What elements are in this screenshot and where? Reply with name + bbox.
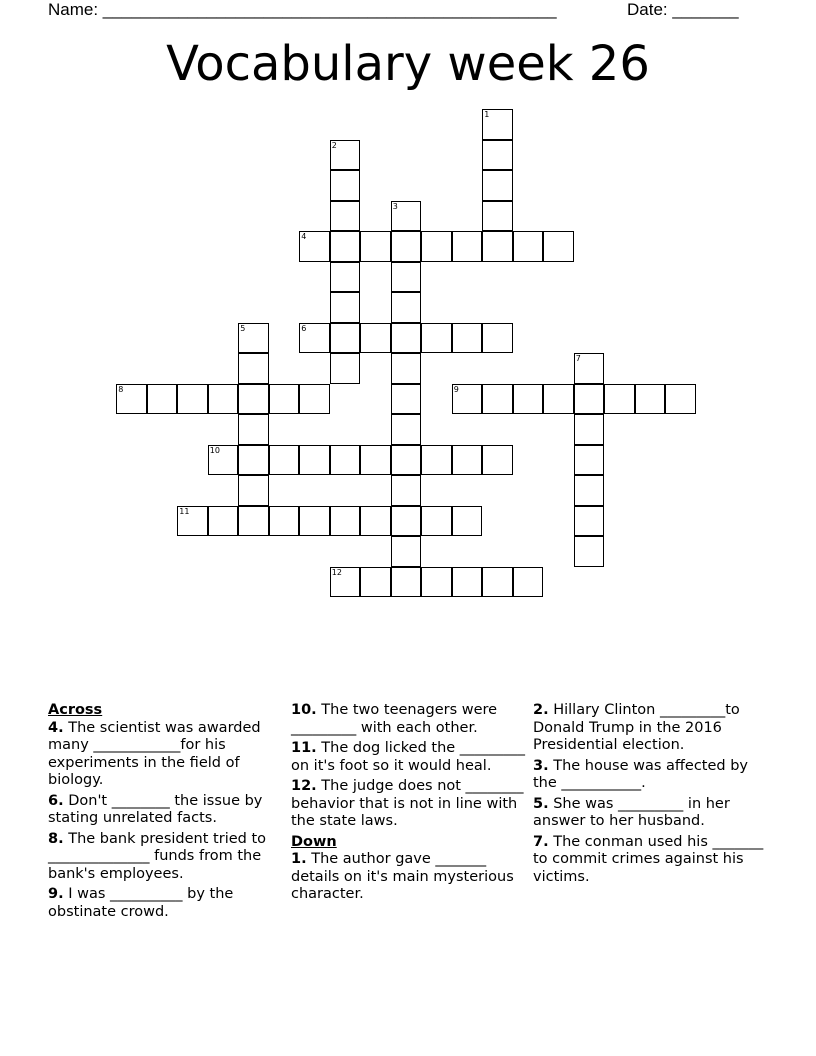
grid-cell[interactable] (391, 414, 422, 445)
grid-cell[interactable] (116, 384, 147, 415)
grid-cell[interactable] (208, 506, 239, 537)
grid-cell[interactable] (360, 323, 391, 354)
grid-cell[interactable] (482, 170, 513, 201)
grid-cell[interactable] (513, 384, 544, 415)
grid-cell[interactable] (330, 353, 361, 384)
grid-cell[interactable] (391, 384, 422, 415)
grid-cell[interactable] (330, 506, 361, 537)
grid-cell[interactable] (482, 140, 513, 171)
grid-cell[interactable] (421, 445, 452, 476)
grid-cell[interactable] (299, 506, 330, 537)
grid-cell[interactable] (208, 445, 239, 476)
grid-cell[interactable] (482, 109, 513, 140)
grid-cell[interactable] (391, 445, 422, 476)
grid-cell[interactable] (421, 231, 452, 262)
grid-cell[interactable] (269, 384, 300, 415)
grid-cell[interactable] (574, 536, 605, 567)
page-title: Vocabulary week 26 (166, 36, 650, 92)
grid-cell[interactable] (513, 231, 544, 262)
clue-number: 9 (453, 384, 459, 394)
grid-cell[interactable] (482, 201, 513, 232)
grid-cell[interactable] (238, 506, 269, 537)
grid-cell[interactable] (421, 567, 452, 598)
grid-cell[interactable] (482, 323, 513, 354)
across-heading: Across (48, 702, 103, 718)
grid-cell[interactable] (238, 323, 269, 354)
grid-cell[interactable] (452, 506, 483, 537)
grid-cell[interactable] (482, 445, 513, 476)
grid-cell[interactable] (391, 475, 422, 506)
clue-down-3: 3. The house was affected by the ___________. (533, 757, 749, 791)
grid-cell[interactable] (665, 384, 696, 415)
grid-cell[interactable] (391, 231, 422, 262)
grid-cell[interactable] (330, 170, 361, 201)
clues-column-3 (533, 702, 771, 889)
grid-cell[interactable] (391, 353, 422, 384)
grid-cell[interactable] (299, 231, 330, 262)
clue-number: 7 (575, 354, 581, 364)
grid-cell[interactable] (299, 445, 330, 476)
clues-column-1 (48, 702, 286, 924)
grid-cell[interactable] (238, 475, 269, 506)
grid-cell[interactable] (391, 201, 422, 232)
clue-number: 2 (331, 140, 337, 150)
down-heading: Down (291, 833, 337, 850)
grid-cell[interactable] (482, 567, 513, 598)
grid-cell[interactable] (513, 567, 544, 598)
clue-across-8: 8. The bank president tried to ______________ funds from the bank's employees. (48, 830, 267, 882)
grid-cell[interactable] (360, 567, 391, 598)
clue-across-12: 12. The judge does not ________ behavior that is not in line with the state laws. (291, 778, 524, 829)
grid-cell[interactable] (208, 384, 239, 415)
clue-across-9: 9. I was __________ by the obstinate crowd. (48, 886, 234, 920)
grid-cell[interactable] (299, 323, 330, 354)
grid-cell[interactable] (452, 323, 483, 354)
grid-cell[interactable] (452, 445, 483, 476)
grid-cell[interactable] (330, 140, 361, 171)
clue-number: 5 (240, 323, 246, 333)
grid-cell[interactable] (543, 384, 574, 415)
grid-cell[interactable] (330, 292, 361, 323)
grid-cell[interactable] (330, 567, 361, 598)
clue-number: 3 (392, 201, 398, 211)
grid-cell[interactable] (452, 567, 483, 598)
clue-down-1: 1. The author gave _______ details on it's main mysterious character. (291, 851, 514, 902)
grid-cell[interactable] (574, 414, 605, 445)
clue-number: 4 (301, 232, 307, 242)
grid-cell[interactable] (238, 414, 269, 445)
grid-cell[interactable] (330, 323, 361, 354)
grid-cell[interactable] (421, 506, 452, 537)
grid-cell[interactable] (574, 475, 605, 506)
grid-cell[interactable] (391, 567, 422, 598)
grid-cell[interactable] (391, 292, 422, 323)
grid-cell[interactable] (391, 262, 422, 293)
grid-cell[interactable] (238, 353, 269, 384)
clue-across-10: 10. The two teenagers were _________ with each other. (291, 702, 498, 736)
grid-cell[interactable] (177, 384, 208, 415)
clue-number: 10 (209, 445, 220, 455)
clues-column-2 (291, 702, 529, 907)
clue-across-4: 4. The scientist was awarded many ____________for his experiments in the field of biology. (48, 719, 261, 788)
grid-cell[interactable] (269, 445, 300, 476)
grid-cell[interactable] (574, 353, 605, 384)
clue-number: 12 (331, 567, 342, 577)
name-field[interactable]: Name: ________________________________________________ (48, 0, 557, 19)
clue-down-7: 7. The conman used his _______ to commit crimes against his victims. (533, 833, 764, 885)
grid-cell[interactable] (330, 262, 361, 293)
clue-number: 11 (179, 506, 190, 516)
grid-cell[interactable] (177, 506, 208, 537)
grid-cell[interactable] (391, 506, 422, 537)
grid-cell[interactable] (452, 231, 483, 262)
clue-down-5: 5. She was _________ in her answer to her husband. (533, 795, 730, 829)
clue-number: 1 (484, 110, 490, 120)
grid-cell[interactable] (238, 384, 269, 415)
date-field[interactable]: Date: _______ (627, 0, 739, 19)
grid-cell[interactable] (330, 445, 361, 476)
grid-cell[interactable] (330, 231, 361, 262)
grid-cell[interactable] (147, 384, 178, 415)
grid-cell[interactable] (330, 201, 361, 232)
grid-cell[interactable] (421, 323, 452, 354)
clue-down-2: 2. Hillary Clinton _________to Donald Trump in the 2016 Presidential election. (533, 702, 740, 753)
grid-cell[interactable] (360, 445, 391, 476)
grid-cell[interactable] (604, 384, 635, 415)
grid-cell[interactable] (574, 506, 605, 537)
grid-cell[interactable] (360, 506, 391, 537)
grid-cell[interactable] (391, 323, 422, 354)
grid-cell[interactable] (299, 384, 330, 415)
grid-cell[interactable] (360, 231, 391, 262)
grid-cell[interactable] (543, 231, 574, 262)
grid-cell[interactable] (482, 231, 513, 262)
grid-cell[interactable] (238, 445, 269, 476)
grid-cell[interactable] (482, 384, 513, 415)
grid-cell[interactable] (635, 384, 666, 415)
clue-across-6: 6. Don't ________ the issue by stating unrelated facts. (48, 792, 263, 826)
clue-number: 6 (301, 323, 307, 333)
grid-cell[interactable] (391, 536, 422, 567)
grid-cell[interactable] (269, 506, 300, 537)
grid-cell[interactable] (574, 445, 605, 476)
grid-cell[interactable] (452, 384, 483, 415)
clue-number: 8 (118, 384, 124, 394)
clue-across-11: 11. The dog licked the _________ on it's foot so it would heal. (291, 740, 526, 774)
grid-cell[interactable] (574, 384, 605, 415)
